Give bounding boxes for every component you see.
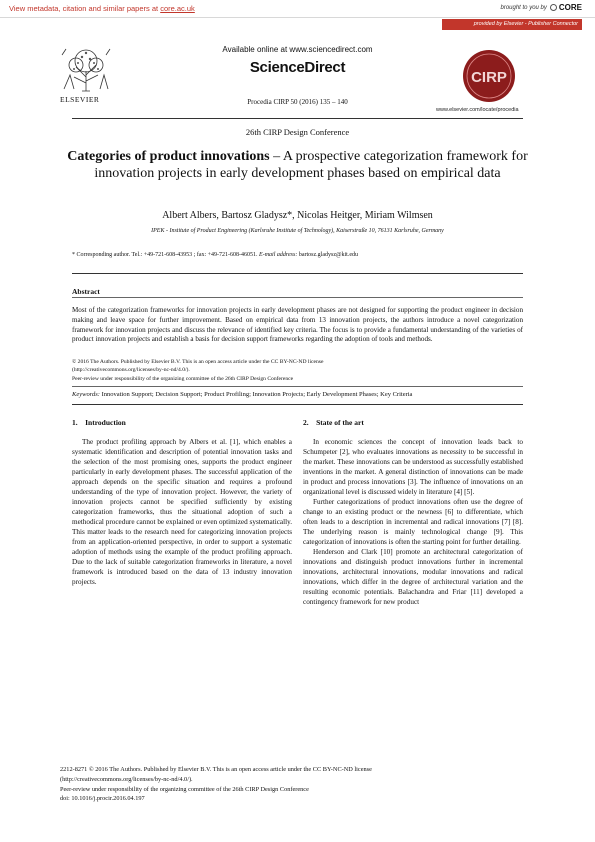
cirp-journal-url[interactable]: www.elsevier.com/locate/procedia: [436, 107, 519, 113]
divider: [72, 273, 523, 274]
proceedings-citation: Procedia CIRP 50 (2016) 135 – 140: [247, 98, 348, 106]
paragraph: In economic sciences the concept of innovation leads back to Schumpeter [2], who evaluates innovations as necessity to be successful in the market. These innovations can be understood as successfully established inventions in the market. A general distinction of innovations can be made in product and process innovations [3]. The influence of innovations on an organizational level is discussed widely in literature [4] [5].: [303, 438, 523, 496]
paragraph: Henderson and Clark [10] promote an architectural categorization of innovations and distinguish product innovations further in incremental innovations, architectural innovations, modular innovations and radical innovations, which differ in the degree of architectural variation and the resulting economic potentials. Balachandra and Friar [11] developed a contingency framework for new product: [303, 548, 523, 606]
footer-peer-review: Peer-review under responsibility of the organizing committee of the 26th CIRP Design Conference: [60, 785, 309, 793]
available-online: Available online at www.sciencedirect.com: [222, 45, 373, 54]
elsevier-wordmark: ELSEVIER: [60, 95, 100, 104]
corresponding-text: * Corresponding author. Tel.: +49-721-608-43953 ; fax: +49-721-608-46051.: [72, 252, 260, 258]
core-logo-text: CORE: [558, 3, 582, 12]
sciencedirect-logo: ScienceDirect: [249, 59, 346, 76]
core-link-domain[interactable]: core.ac.uk: [160, 4, 195, 13]
divider: [72, 404, 523, 405]
footer-copyright: 2212-8271 © 2016 The Authors. Published by Elsevier B.V. This is an open access article under the CC BY-NC-ND license: [60, 766, 372, 773]
paragraph: The product profiling approach by Albers et al. [1], which enables a systematic identification and description of potential innovation tasks and the selection of the most promising ones, supports the product engineer particularly in early development phases. The successful application of the approach depends on the specific situation and requires a profound understanding of the type of innovation project. However, the variety of innovation projects cannot be specified sufficiently by existing categorization frameworks, thus the situational adoption of such a methodical procedure cannot be explained or even optimized systematically. This matter leads to the research need for categorizing innovation projects from an application-oriented perspective, in order to support a systematic adoption of methods using the example of the product profiling approach. Due to the lack of suitable categorization frameworks in literature, a novel framework is introduced based on the data of 13 industry innovation projects.: [72, 438, 292, 586]
footer-license-link[interactable]: (http://creativecommons.org/licenses/by-nc-nd/4.0/).: [60, 775, 193, 783]
section-heading-state-of-art: 2. State of the art: [303, 418, 364, 427]
header-divider: [72, 118, 523, 119]
provided-by-bar[interactable]: provided by Elsevier - Publisher Connector: [442, 19, 582, 30]
copyright-notice: [72, 358, 523, 383]
license-link[interactable]: (http://creativecommons.org/licenses/by-nc-nd/4.0/).: [72, 367, 190, 374]
conference-name: 26th CIRP Design Conference: [245, 127, 350, 137]
abstract-text: Most of the categorization frameworks for innovation projects in early development phases are not designed for supporting the product engineer in decision making and leave space for further improvement. Based on empirical data from 13 innovation projects, the authors introduce a novel categorization framework for innovation projects and discuss the relevance of identified key criteria. The focus is to provide a fundamental understanding of the varieties of product innovation projects and establish a basis for decision support frameworks regarding the adoption of tools and methods.: [72, 306, 523, 344]
right-column: [303, 437, 523, 607]
divider: [72, 297, 523, 298]
banner-divider: [0, 17, 595, 18]
article-title: [60, 149, 535, 182]
title-bold: Categories of product innovations: [67, 149, 270, 164]
footer-doi[interactable]: doi: 10.1016/j.procir.2016.04.197: [60, 795, 145, 803]
affiliation: IPEK - Institute of Product Engineering (Karlsruhe Institute of Technology), Kaiserstraße 10, 76131 Karlsruhe, Germany: [151, 228, 444, 234]
core-link-text[interactable]: View metadata, citation and similar papers at: [9, 4, 161, 13]
paragraph: Further categorizations of product innovations often use the degree of change to an existing product or the newness [6] to differentiate, which often leads to a description in incremental and radical innovations [7] [8]. The underlying reason is mainly technological change [9]. This categorization of innovations is often the starting point for further detailing.: [303, 498, 523, 546]
author-list: Albert Albers, Bartosz Gladysz*, Nicolas Heitger, Miriam Wilmsen: [162, 210, 433, 221]
page-footer: [60, 765, 535, 804]
cirp-logo-icon: [457, 48, 521, 104]
brought-to-you-by: [501, 3, 583, 12]
email-label: E-mail address:: [259, 252, 298, 258]
abstract-heading: Abstract: [72, 287, 100, 296]
email-address[interactable]: bartosz.gladysz@kit.edu: [297, 252, 359, 258]
title-rest: – A prospective categorization framework for innovation projects in early development phases based on empirical data: [94, 149, 528, 181]
left-column: [72, 437, 292, 587]
copyright-line: © 2016 The Authors. Published by Elsevier B.V. This is an open access article under the CC BY-NC-ND license: [72, 359, 324, 365]
keywords-label: Keywords:: [72, 391, 100, 398]
brought-by-label: brought to you by: [500, 4, 547, 11]
core-circle-icon: [550, 4, 557, 11]
keywords: [72, 391, 523, 398]
peer-review-line: Peer-review under responsibility of the organizing committee of the 26th CIRP Design Conference: [72, 375, 294, 382]
section-heading-introduction: 1. Introduction: [72, 418, 126, 427]
core-metadata-link[interactable]: [9, 4, 195, 13]
corresponding-author: [72, 252, 358, 258]
core-logo[interactable]: [550, 3, 582, 12]
keywords-list: Innovation Support; Decision Support; Product Profiling; Innovation Projects; Early Development Phases; Key Criteria: [99, 391, 413, 398]
divider: [72, 386, 523, 387]
cirp-logo-text: CIRP: [471, 69, 507, 86]
